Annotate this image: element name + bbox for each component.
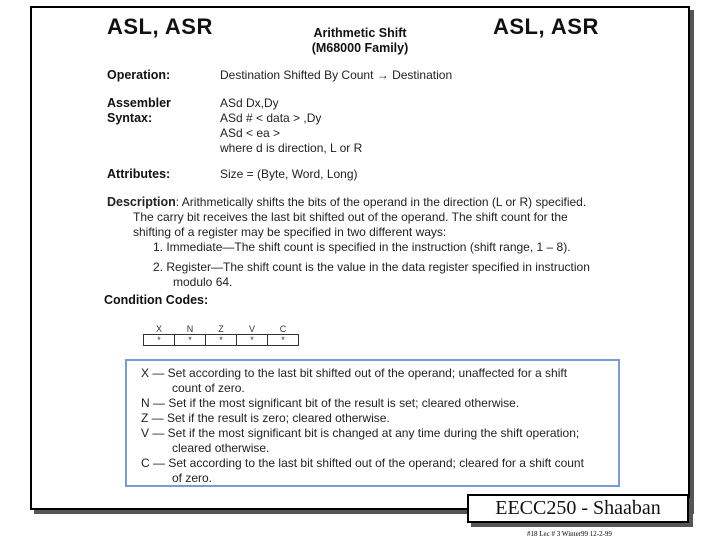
cc-line: count of zero. [172,381,245,395]
condition-codes-label: Condition Codes: [104,293,209,307]
flag-v: V [248,324,255,334]
flag-c: C [279,324,287,334]
description-item-immediate: 1. Immediate—The shift count is specified in the instruction (shift range, 1 – 8). [153,240,571,254]
syntax-line: ASd Dx,Dy [220,96,279,110]
flag-value: * [237,335,268,346]
operation-label: Operation: [107,68,171,82]
description-label: Description [107,195,176,209]
syntax-line: ASd # < data > ,Dy [220,111,322,125]
attributes-text: Size = (Byte, Word, Long) [220,167,358,181]
title-right: ASL, ASR [493,14,599,39]
operation-text: Destination Shifted By Count → Destination [220,68,453,82]
condition-codes-box [125,359,620,487]
flag-value: * [206,335,237,346]
flag-x: X [155,324,162,334]
description-line: shifting of a register may be specified in two different ways: [133,225,447,239]
syntax-label-line1: Assembler [107,96,171,110]
attributes-label: Attributes: [107,167,171,181]
title-center [296,26,424,56]
cc-line: of zero. [172,471,213,485]
description-line: The carry bit receives the last bit shifted out of the operand. The shift count for the [133,210,568,224]
footer-title: EECC250 - Shaaban [467,494,689,523]
syntax-label [107,96,171,126]
description-first-line [107,195,590,210]
flag-z: Z [218,324,224,334]
title-left: ASL, ASR [107,14,213,39]
footer-note: #18 Lec # 3 Winter99 12-2-99 [527,530,612,538]
syntax-line: where d is direction, L or R [220,141,363,155]
cc-line: N — Set if the most significant bit of the result is set; cleared otherwise. [141,396,520,410]
syntax-label-line2: Syntax: [107,111,153,125]
flag-value-row [144,335,299,346]
flag-value: * [175,335,206,346]
cc-line: V — Set if the most significant bit is changed at any time during the shift operation; [141,426,580,440]
cc-line: Z — Set if the result is zero; cleared otherwise. [141,411,390,425]
flag-value: * [144,335,175,346]
condition-codes-explanations [141,366,584,486]
cc-line: cleared otherwise. [172,441,270,455]
flag-value: * [268,335,299,346]
cc-line: X — Set according to the last bit shifted out of the operand; unaffected for a shift [141,366,568,380]
description-block [107,195,590,290]
syntax-line: ASd < ea > [220,126,281,140]
flag-n: N [186,324,194,334]
description-line: : Arithmetically shifts the bits of the operand in the direction (L or R) specified. [175,195,587,209]
description-item-register-cont: modulo 64. [173,275,233,289]
title-center-subtitle: (M68000 Family) [311,41,409,55]
title-center-main: Arithmetic Shift [313,26,407,40]
syntax-lines [220,96,362,156]
flag-header-row [144,324,299,335]
condition-codes-table [143,324,299,346]
description-item-register: 2. Register—The shift count is the value in the data register specified in instruction [153,260,590,274]
cc-line: C — Set according to the last bit shifted out of the operand; cleared for a shift count [141,456,584,470]
